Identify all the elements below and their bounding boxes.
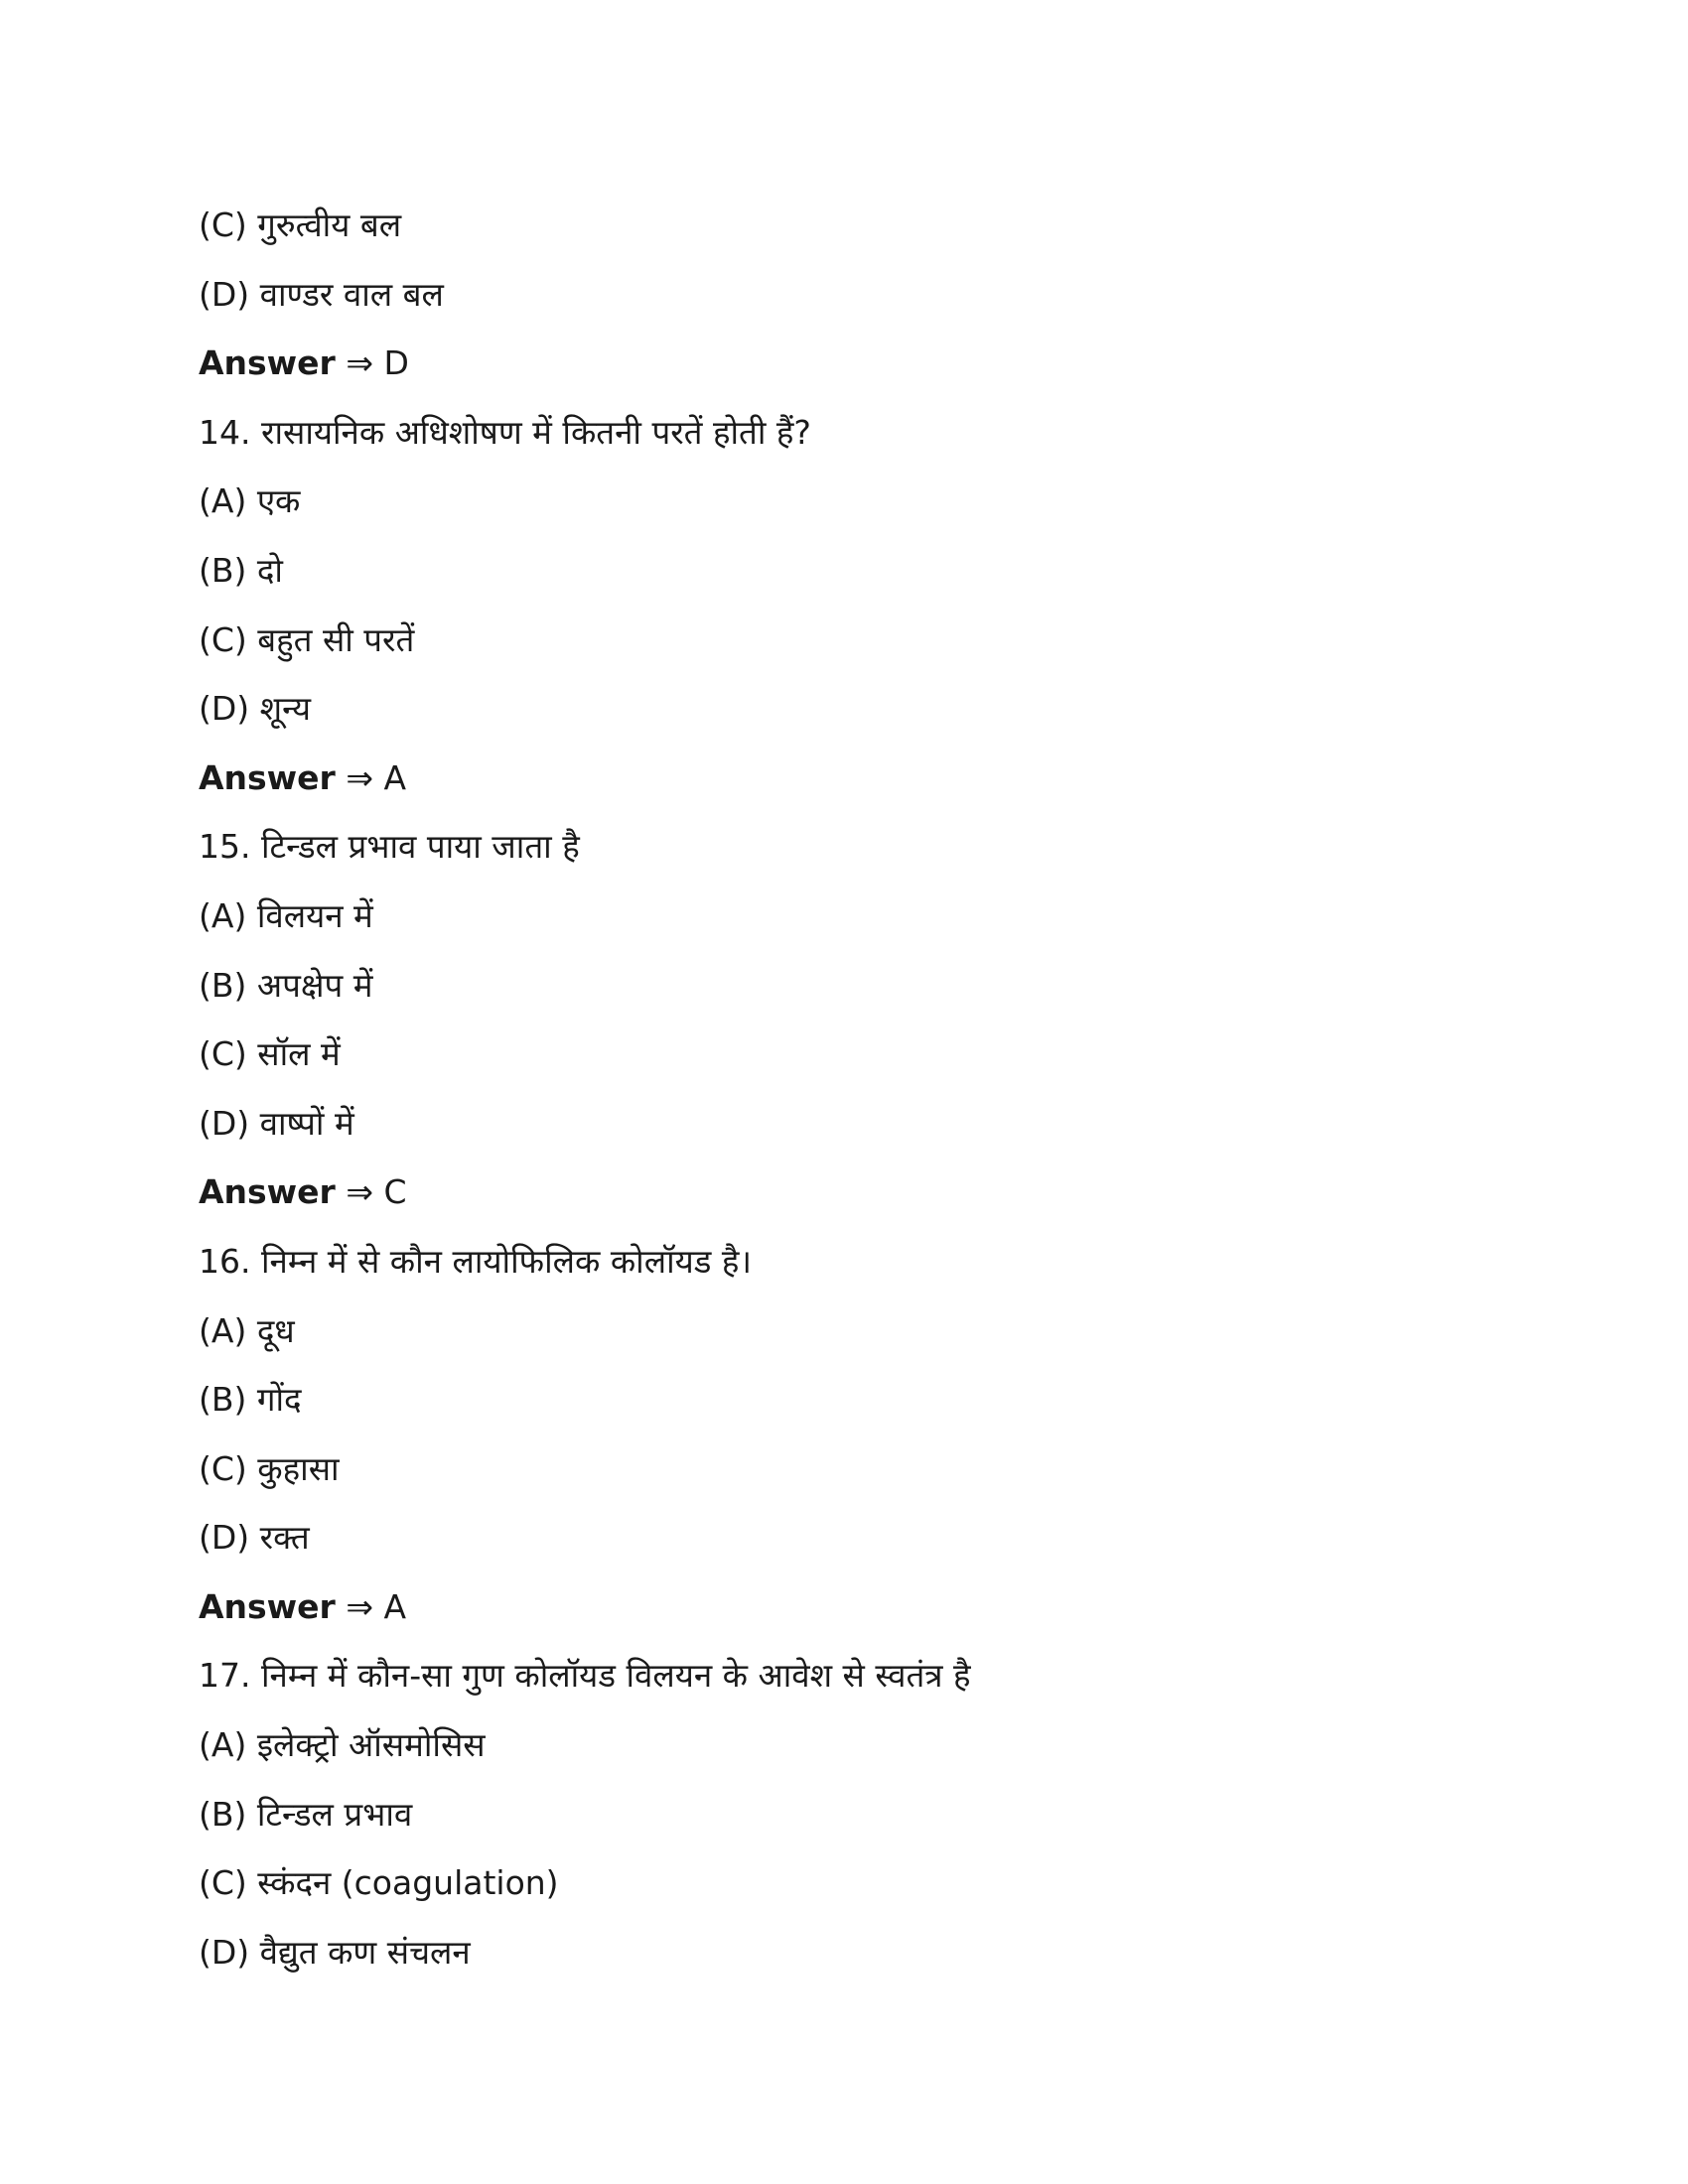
question-text: 15. टिन्डल प्रभाव पाया जाता है bbox=[199, 827, 580, 867]
option-text: (C) गुरुत्वीय बल bbox=[199, 205, 402, 244]
option-text: (C) कुहासा bbox=[199, 1448, 340, 1488]
option-text: (C) बहुत सी परतें bbox=[199, 619, 415, 659]
option-text: (D) वाण्डर वाल बल bbox=[199, 274, 444, 314]
option-text: (A) दूध bbox=[199, 1310, 295, 1350]
option-text: (C) सॉल में bbox=[199, 1034, 341, 1074]
answer-line bbox=[199, 744, 1489, 813]
question-text: 17. निम्न में कौन-सा गुण कोलॉयड विलयन के आवेश से स्वतंत्र है bbox=[199, 1656, 971, 1696]
document-body bbox=[199, 191, 1489, 1986]
option-text: (B) गोंद bbox=[199, 1380, 302, 1420]
answer-value: ⇒ A bbox=[335, 1586, 407, 1626]
answer-label: Answer bbox=[199, 757, 336, 797]
option-text: (C) स्कंदन (coagulation) bbox=[199, 1863, 559, 1903]
question-text: 16. निम्न में से कौन लायोफिलिक कोलॉयड है। bbox=[199, 1241, 752, 1281]
question-text: 14. रासायनिक अधिशोषण में कितनी परतें होती हैं? bbox=[199, 412, 811, 452]
option-text: (D) रक्त bbox=[199, 1518, 310, 1558]
answer-label: Answer bbox=[199, 1586, 336, 1626]
option-text: (A) विलयन में bbox=[199, 895, 373, 935]
option-text: (B) अपक्षेप में bbox=[199, 965, 373, 1005]
answer-line bbox=[199, 329, 1489, 398]
option-text: (B) दो bbox=[199, 550, 283, 590]
option-text: (A) एक bbox=[199, 481, 301, 521]
option-text: (D) शून्य bbox=[199, 689, 311, 729]
answer-line bbox=[199, 1158, 1489, 1227]
answer-value: ⇒ D bbox=[335, 343, 409, 383]
option-text: (B) टिन्डल प्रभाव bbox=[199, 1794, 413, 1834]
answer-label: Answer bbox=[199, 1172, 336, 1212]
option-text: (A) इलेक्ट्रो ऑसमोसिस bbox=[199, 1725, 486, 1765]
answer-value: ⇒ A bbox=[335, 757, 407, 797]
answer-label: Answer bbox=[199, 343, 336, 383]
answer-value: ⇒ C bbox=[335, 1172, 407, 1212]
option-text: (D) वाष्पों में bbox=[199, 1103, 354, 1143]
answer-line bbox=[199, 1572, 1489, 1642]
option-text: (D) वैद्युत कण संचलन bbox=[199, 1932, 471, 1972]
